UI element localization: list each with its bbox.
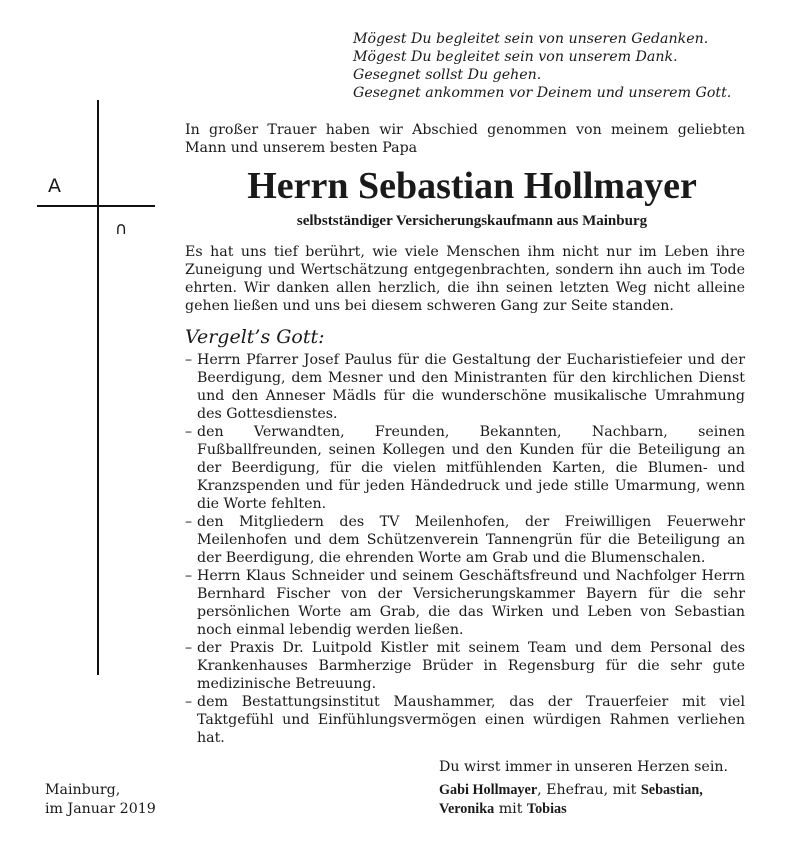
dash-marker: – — [185, 640, 193, 656]
omega-symbol: ∩ — [115, 219, 128, 239]
signature-name: Veronika — [439, 801, 495, 817]
list-item — [185, 513, 745, 567]
poem-line: Gesegnet ankommen vor Deinem und unserem Gott. — [353, 85, 732, 101]
gratitude-list — [185, 351, 745, 747]
list-item-text: Herrn Klaus Schneider und seinem Geschäftsfreund und Nachfolger Herrn Bernhard Fischer von der Versicherungskammer Bayern für die sehr persönlichen Worte am Grab, die das Wirken und Leben von Sebastian noch einmal lebendig werden ließen. — [197, 568, 745, 638]
deceased-profession: selbstständiger Versicherungskaufmann aus Mainburg — [296, 213, 648, 229]
poem-line: Mögest Du begleitet sein von unserem Dank. — [353, 49, 678, 65]
list-item — [185, 567, 745, 639]
poem-line: Mögest Du begleitet sein von unseren Gedanken. — [353, 31, 709, 47]
place-city: Mainburg, — [45, 782, 121, 798]
place-date — [45, 781, 156, 819]
signature-name: Sebastian, — [640, 782, 703, 798]
poem — [353, 30, 763, 102]
signature-name: Gabi Hollmayer — [439, 782, 538, 798]
thanks-paragraph: Es hat uns tief berührt, wie viele Menschen ihm nicht nur im Leben ihre Zuneigung und Wertschätzung entgegenbrachten, sondern ihn auch im Tode ehrten. Wir danken allen herzlich, die ihn seinen letzten Weg nicht alleine gehen ließen und uns bei diesem schweren Gang zur Seite standen. — [185, 244, 745, 314]
main-text — [185, 121, 745, 747]
list-item — [185, 351, 745, 423]
dash-marker: – — [185, 514, 193, 530]
dash-marker: – — [185, 694, 193, 710]
signature-name: Tobias — [526, 801, 567, 817]
dash-marker: – — [185, 424, 193, 440]
poem-line: Gesegnet sollst Du gehen. — [353, 67, 542, 83]
dash-marker: – — [185, 352, 193, 368]
intro-text: In großer Trauer haben wir Abschied genommen von meinem geliebten Mann und unserem besten Papa — [185, 122, 745, 156]
alpha-symbol: A — [48, 175, 61, 197]
list-item — [185, 423, 745, 513]
deceased-name: Herrn Sebastian Hollmayer — [247, 165, 697, 207]
signature-text: , Ehefrau, mit — [537, 782, 641, 798]
closing-line: Du wirst immer in unseren Herzen sein. — [439, 759, 729, 775]
list-item-text: der Praxis Dr. Luitpold Kistler mit seinem Team und dem Personal des Krankenhauses Barmherzige Brüder in Regensburg für die sehr gute medizinische Betreuung. — [197, 640, 745, 692]
notice-date: im Januar 2019 — [45, 801, 156, 817]
cross-vertical-bar — [97, 100, 99, 675]
list-item — [185, 693, 745, 747]
gratitude-heading: Vergelt’s Gott: — [185, 326, 325, 348]
list-item-text: den Verwandten, Freunden, Bekannten, Nachbarn, seinen Fußballfreunden, seinen Kollegen und den Kunden für die Beteiligung an der Beerdigung, für die vielen mitfühlenden Karten, die Blumen- und Kranzspenden und für jeden Händedruck und jede stille Umarmung, wenn die Worte fehlten. — [197, 424, 745, 512]
cross-horizontal-bar — [37, 205, 155, 207]
list-item — [185, 639, 745, 693]
signature-text: mit — [494, 801, 527, 817]
list-item-text: den Mitgliedern des TV Meilenhofen, der Freiwilligen Feuerwehr Meilenhofen und dem Schützenverein Tannengrün für die Beteiligung an der Beerdigung, die ehrenden Worte am Grab und die Blumenschalen. — [197, 514, 745, 566]
dash-marker: – — [185, 568, 193, 584]
list-item-text: Herrn Pfarrer Josef Paulus für die Gestaltung der Eucharistiefeier und der Beerdigung, dem Mesner und den Ministranten für den kirchlichen Dienst und den Anneser Mädls für die wunderschöne musikalische Umrahmung des Gottesdienstes. — [197, 352, 745, 422]
signature-block — [439, 781, 749, 819]
list-item-text: dem Bestattungsinstitut Maushammer, das der Trauerfeier mit viel Taktgefühl und Einfühlungsvermögen einen würdigen Rahmen verliehen hat. — [197, 694, 745, 746]
